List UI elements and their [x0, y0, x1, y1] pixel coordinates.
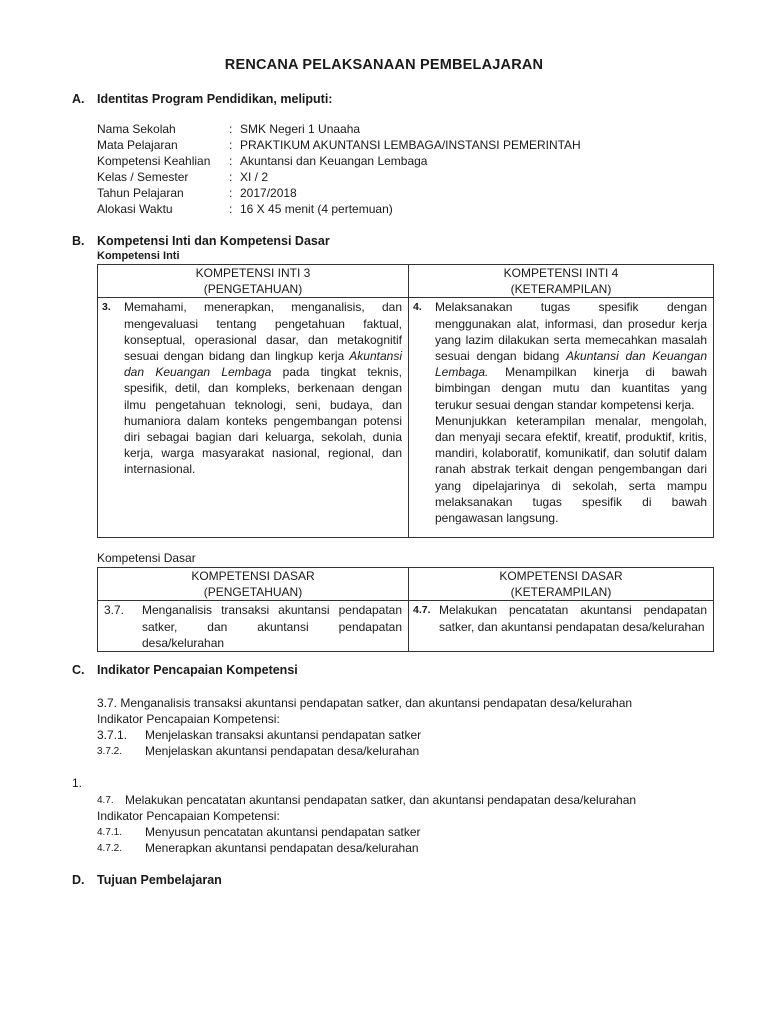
kd4-header-title: KOMPETENSI DASAR [499, 569, 623, 583]
ki4-number: 4. [413, 301, 422, 314]
identity-label: Kelas / Semester [97, 170, 189, 184]
ki3-cell [98, 298, 409, 538]
identity-value: Akuntansi dan Keuangan Lembaga [240, 154, 428, 168]
kd3-statement: 3.7. Menganalisis transaksi akuntansi pendapatan satker, dan akuntansi pendapatan desa/kelurahan [97, 696, 633, 710]
section-c-title: Indikator Pencapaian Kompetensi [97, 663, 298, 677]
identity-colon: : [229, 154, 233, 168]
kd4-header [409, 568, 714, 601]
document-title: RENCANA PELAKSANAAN PEMBELAJARAN [224, 57, 544, 73]
ki3-text: Memahami, menerapkan, menganalisis, dan mengevaluasi tentang pengetahuan faktual, konseptual, operasional dasar, dan metakognitif sesuai dengan bidang dan lingkup kerja Akuntansi dan Keuangan Lembaga pada tingkat teknis, spesifik, detil, dan kompleks, berkenaan dengan ilmu pengetahuan teknologi, seni, budaya, dan humaniora dalam konteks pengembangan potensi diri sebagai bagian dari keluarga, sekolah, dunia kerja, warga masyarakat nasional, regional, dan internasional. [124, 300, 402, 477]
section-d-letter: D. [72, 873, 85, 887]
identity-label: Kompetensi Keahlian [97, 154, 211, 168]
indicator-text: Menyusun pencatatan akuntansi pendapatan satker [145, 825, 421, 839]
identity-label: Mata Pelajaran [97, 138, 178, 152]
kd4-statement-number: 4.7. [97, 795, 114, 806]
ki3-header-title: KOMPETENSI INTI 3 [195, 266, 311, 280]
identity-colon: : [229, 186, 233, 200]
kd3-number: 3.7. [104, 603, 125, 618]
indicator-number: 3.7.2. [97, 746, 123, 757]
identity-value: XI / 2 [240, 170, 269, 184]
identity-value: 16 X 45 menit (4 pertemuan) [240, 202, 393, 216]
indicator-number: 4.7.2. [97, 843, 123, 854]
identity-colon: : [229, 122, 233, 136]
identity-colon: : [229, 170, 233, 184]
kd3-text: Menganalisis transaksi akuntansi pendapatan satker, dan akuntansi pendapatan desa/kelurahan [142, 603, 402, 650]
kd4-ipk-label: Indikator Pencapaian Kompetensi: [97, 809, 280, 823]
kompetensi-dasar-subhead: Kompetensi Dasar [97, 551, 196, 565]
indicator-text: Menjelaskan transaksi akuntansi pendapatan satker [145, 728, 422, 742]
ki3-header-subtitle: (PENGETAHUAN) [203, 282, 303, 297]
ki3-header [98, 265, 409, 298]
kd3-header-title: KOMPETENSI DASAR [191, 569, 315, 583]
section-b-letter: B. [72, 234, 85, 248]
list-number: 1. [72, 776, 83, 790]
ki4-header-title: KOMPETENSI INTI 4 [503, 266, 619, 280]
section-c-letter: C. [72, 663, 85, 677]
kompetensi-inti-subhead: Kompetensi Inti [97, 250, 180, 262]
identity-label: Tahun Pelajaran [97, 186, 184, 200]
kd4-statement: Melakukan pencatatan akuntansi pendapatan satker, dan akuntansi pendapatan desa/kelurahan [125, 793, 637, 807]
identity-value: 2017/2018 [240, 186, 297, 200]
indicator-number: 3.7.1. [97, 728, 128, 742]
ki4-header [409, 265, 714, 298]
identity-value: PRAKTIKUM AKUNTANSI LEMBAGA/INSTANSI PEMERINTAH [240, 138, 581, 152]
identity-colon: : [229, 202, 233, 216]
section-a-letter: A. [72, 92, 85, 106]
ki4-text: Melaksanakan tugas spesifik dengan menggunakan alat, informasi, dan prosedur kerja yang lazim dilakukan serta memecahkan masalah sesuai dengan bidang Akuntansi dan Keuangan Lembaga. Menampilkan kinerja di bawah bimbingan dengan mutu dan kuantitas yang terukur sesuai dengan standar kompetensi kerja. Menunjukkan keterampilan menalar, mengolah, dan menyaji secara efektif, kreatif, produktif, kritis, mandiri, kolaboratif, komunikatif, dan solutif dalam ranah abstrak terkait dengan pengembangan dari yang dipelajarinya di sekolah, serta mampu melaksanakan tugas spesifik di bawah pengawasan langsung. [435, 300, 707, 526]
kd4-header-subtitle: (KETERAMPILAN) [510, 585, 612, 600]
section-d-title: Tujuan Pembelajaran [97, 873, 222, 887]
kd3-ipk-label: Indikator Pencapaian Kompetensi: [97, 712, 280, 726]
ki3-number: 3. [102, 301, 111, 314]
identity-value: SMK Negeri 1 Unaaha [240, 122, 361, 136]
kd4-text: Melakukan pencatatan akuntansi pendapatan satker, dan akuntansi pendapatan desa/kelurahan [439, 603, 707, 634]
section-a-title: Identitas Program Pendidikan, meliputi: [97, 92, 333, 106]
indicator-text: Menjelaskan akuntansi pendapatan desa/kelurahan [145, 744, 420, 758]
ki4-cell [409, 298, 714, 538]
section-b-title: Kompetensi Inti dan Kompetensi Dasar [97, 234, 330, 248]
kd4-number: 4.7. [413, 604, 431, 617]
ki4-header-subtitle: (KETERAMPILAN) [510, 282, 612, 297]
kompetensi-dasar-table [97, 567, 714, 652]
indicator-number: 4.7.1. [97, 827, 123, 838]
identity-label: Nama Sekolah [97, 122, 176, 136]
kd4-cell [409, 601, 714, 652]
kd3-header-subtitle: (PENGETAHUAN) [203, 585, 303, 600]
indicator-text: Menerapkan akuntansi pendapatan desa/kelurahan [145, 841, 419, 855]
identity-label: Alokasi Waktu [97, 202, 173, 216]
identity-colon: : [229, 138, 233, 152]
kd3-cell [98, 601, 409, 652]
kompetensi-inti-table [97, 264, 714, 538]
kd3-header [98, 568, 409, 601]
